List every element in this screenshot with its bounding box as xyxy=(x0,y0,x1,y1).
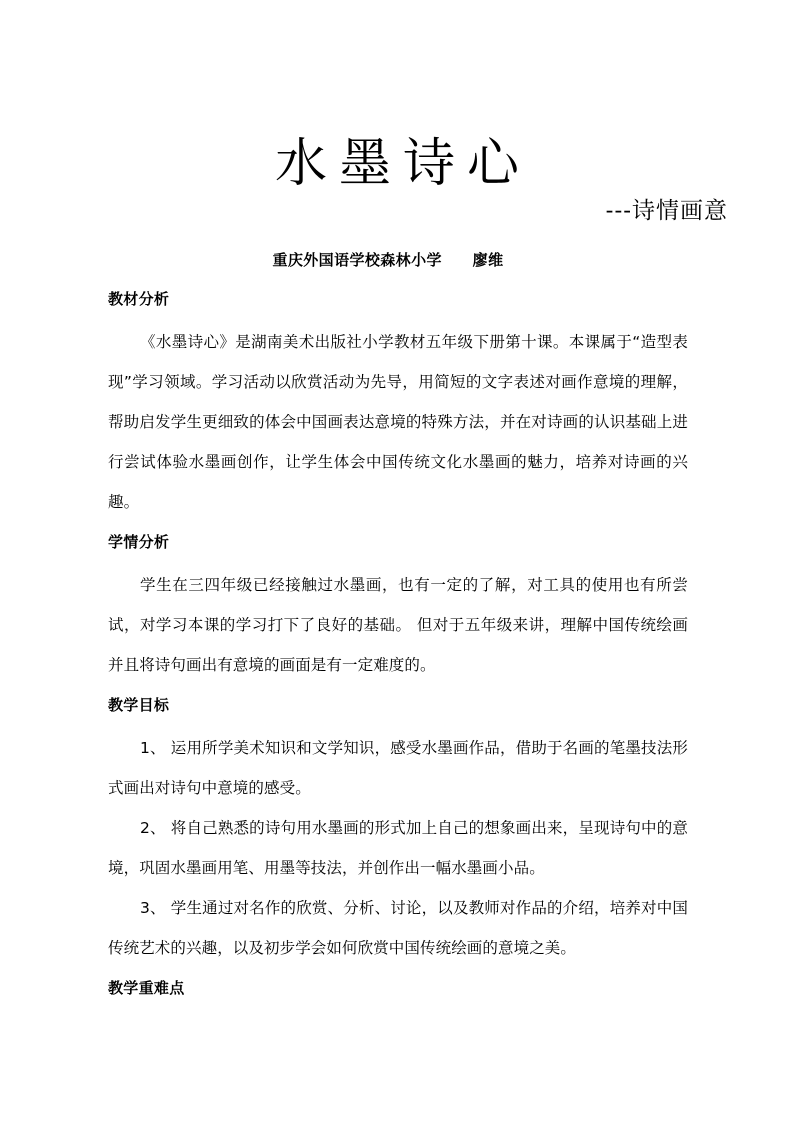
list-item-objective-3: 3、 学生通过对名作的欣赏、分析、讨论，以及教师对作品的介绍，培养对中国传统艺术的兴趣，以及初步学会如何欣赏中国传统绘画的意境之美。 xyxy=(108,899,688,957)
document-subtitle: ---诗情画意 xyxy=(605,198,728,224)
document-byline: 重庆外国语学校森林小学 廖维 xyxy=(272,251,504,269)
document-body xyxy=(108,288,688,1011)
section-heading-teaching-material-analysis: 教材分析 xyxy=(108,290,170,308)
page-title: 水墨诗心 xyxy=(274,133,531,194)
paragraph-teaching-material-analysis-1: 《水墨诗心》是湖南美术出版社小学教材五年级下册第十课。本课属于“造型表现”学习领域。学习活动以欣赏活动为先导，用简短的文字表述对画作意境的理解，帮助启发学生更细致的体会中国画表达意境的特殊方法，并在对诗画的认识基础上进行尝试体验水墨画创作，让学生体会中国传统文化水墨画的魅力，培养对诗画的兴趣。 xyxy=(108,333,688,511)
section-heading-teaching-key-difficult-points: 教学重难点 xyxy=(108,979,185,997)
section-heading-student-situation-analysis: 学情分析 xyxy=(108,533,170,551)
section-spacer xyxy=(108,522,688,531)
list-item-objective-1: 1、 运用所学美术知识和文学知识，感受水墨画作品，借助于名画的笔墨技法形式画出对诗句中意境的感受。 xyxy=(108,739,688,797)
section-heading-teaching-objectives: 教学目标 xyxy=(108,696,170,714)
paragraph-student-situation-analysis-1: 学生在三四年级已经接触过水墨画，也有一定的了解，对工具的使用也有所尝试，对学习本课的学习打下了良好的基础。 但对于五年级来讲，理解中国传统绘画并且将诗句画出有意境的画面是有一定难度的。 xyxy=(108,576,688,674)
section-spacer xyxy=(108,685,688,694)
section-spacer xyxy=(108,968,688,977)
list-item-objective-2: 2、 将自己熟悉的诗句用水墨画的形式加上自己的想象画出来，呈现诗句中的意境，巩固水墨画用笔、用墨等技法，并创作出一幅水墨画小品。 xyxy=(108,819,688,877)
